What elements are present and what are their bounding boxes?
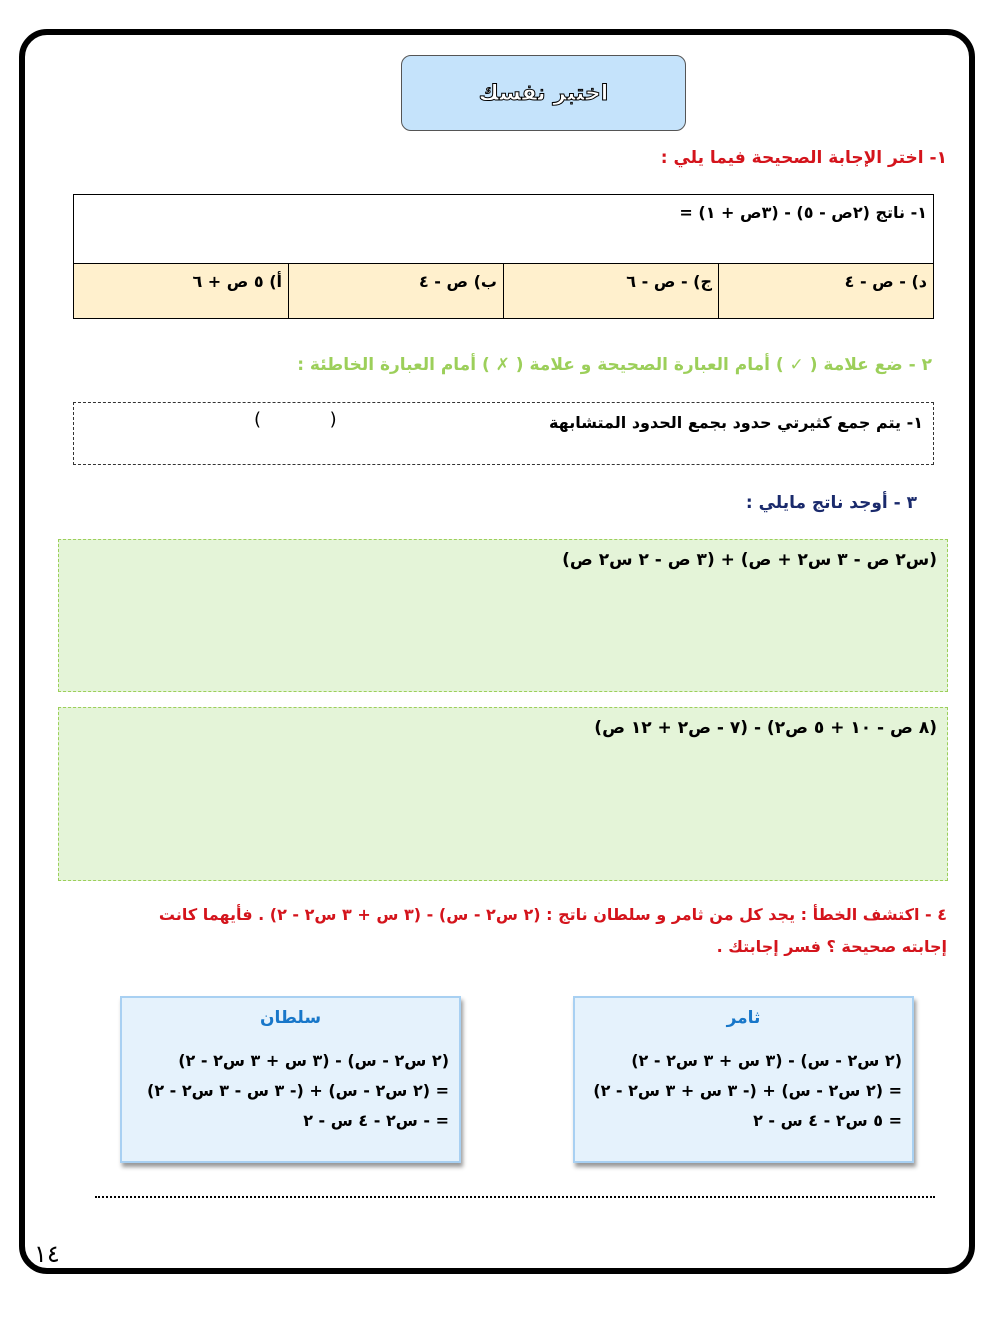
q3-answer-box-1[interactable] (58, 539, 948, 692)
q1-question: ١- ناتج (٢ص - ٥) - (٣ص + ١) = (74, 195, 934, 264)
option-c[interactable]: ج) - ص - ٦ (504, 264, 719, 319)
sultan-line: = - س٢ - ٤ س - ٢ (303, 1111, 449, 1130)
q1-heading: ١- اختر الإجابة الصحيحة فيما يلي : (660, 148, 947, 168)
q3-expression-1: (س٢ ص - ٣ س٢ + ص) + (٣ ص - ٢ س٢ ص) (562, 550, 937, 570)
thamer-line: = (٢ س٢ - س) + (- ٣ س + ٣ س٢ - ٢) (593, 1081, 902, 1100)
q1-table (73, 194, 934, 319)
q4-line2: إجابته صحيحة ؟ فسر إجابتك . (716, 937, 947, 956)
q3-heading: ٣ - أوجد ناتج مايلي : (745, 493, 917, 513)
page-number: ١٤ (34, 1240, 60, 1268)
q3-answer-box-2[interactable] (58, 707, 948, 881)
thamer-line: = ٥ س٢ - ٤ س - ٢ (753, 1111, 902, 1130)
thamer-line: (٢ س٢ - س) - (٣ س + ٣ س٢ - ٢) (631, 1051, 902, 1070)
q4-line1: ٤ - اكتشف الخطأ : يجد كل من ثامر و سلطان ناتج : (٢ س٢ - س) - (٣ س + ٣ س٢ - ٢) . فأيهما كانت (158, 905, 947, 924)
answer-line[interactable] (95, 1196, 935, 1198)
q3-expression-2: (٨ ص - ١٠ + ٥ ص٢) - (٧ - ص٢ + ١٢ ص) (594, 718, 937, 738)
sultan-card (120, 996, 461, 1163)
sultan-name: سلطان (259, 1008, 322, 1028)
page-title: اختبر نفسك (478, 80, 609, 106)
option-d[interactable]: د) - ص - ٤ (719, 264, 934, 319)
q2-statement: ١- يتم جمع كثيرتي حدود بجمع الحدود المتشابهة (548, 413, 923, 432)
q2-heading: ٢ - ضع علامة ( ✓ ) أمام العبارة الصحيحة و علامة ( ✗ ) أمام العبارة الخاطئة : (297, 355, 932, 375)
sultan-line: = (٢ س٢ - س) + (- ٣ س - ٣ س٢ - ٢) (147, 1081, 449, 1100)
answer-blank[interactable]: ( ) (254, 409, 337, 430)
option-a[interactable]: أ) ٥ ص + ٦ (74, 264, 289, 319)
thamer-name: ثامر (726, 1008, 761, 1028)
thamer-card (573, 996, 914, 1163)
sultan-line: (٢ س٢ - س) - (٣ س + ٣ س٢ - ٢) (178, 1051, 449, 1070)
q2-box (73, 402, 934, 465)
option-b[interactable]: ب) ص - ٤ (289, 264, 504, 319)
title-banner (401, 55, 686, 131)
